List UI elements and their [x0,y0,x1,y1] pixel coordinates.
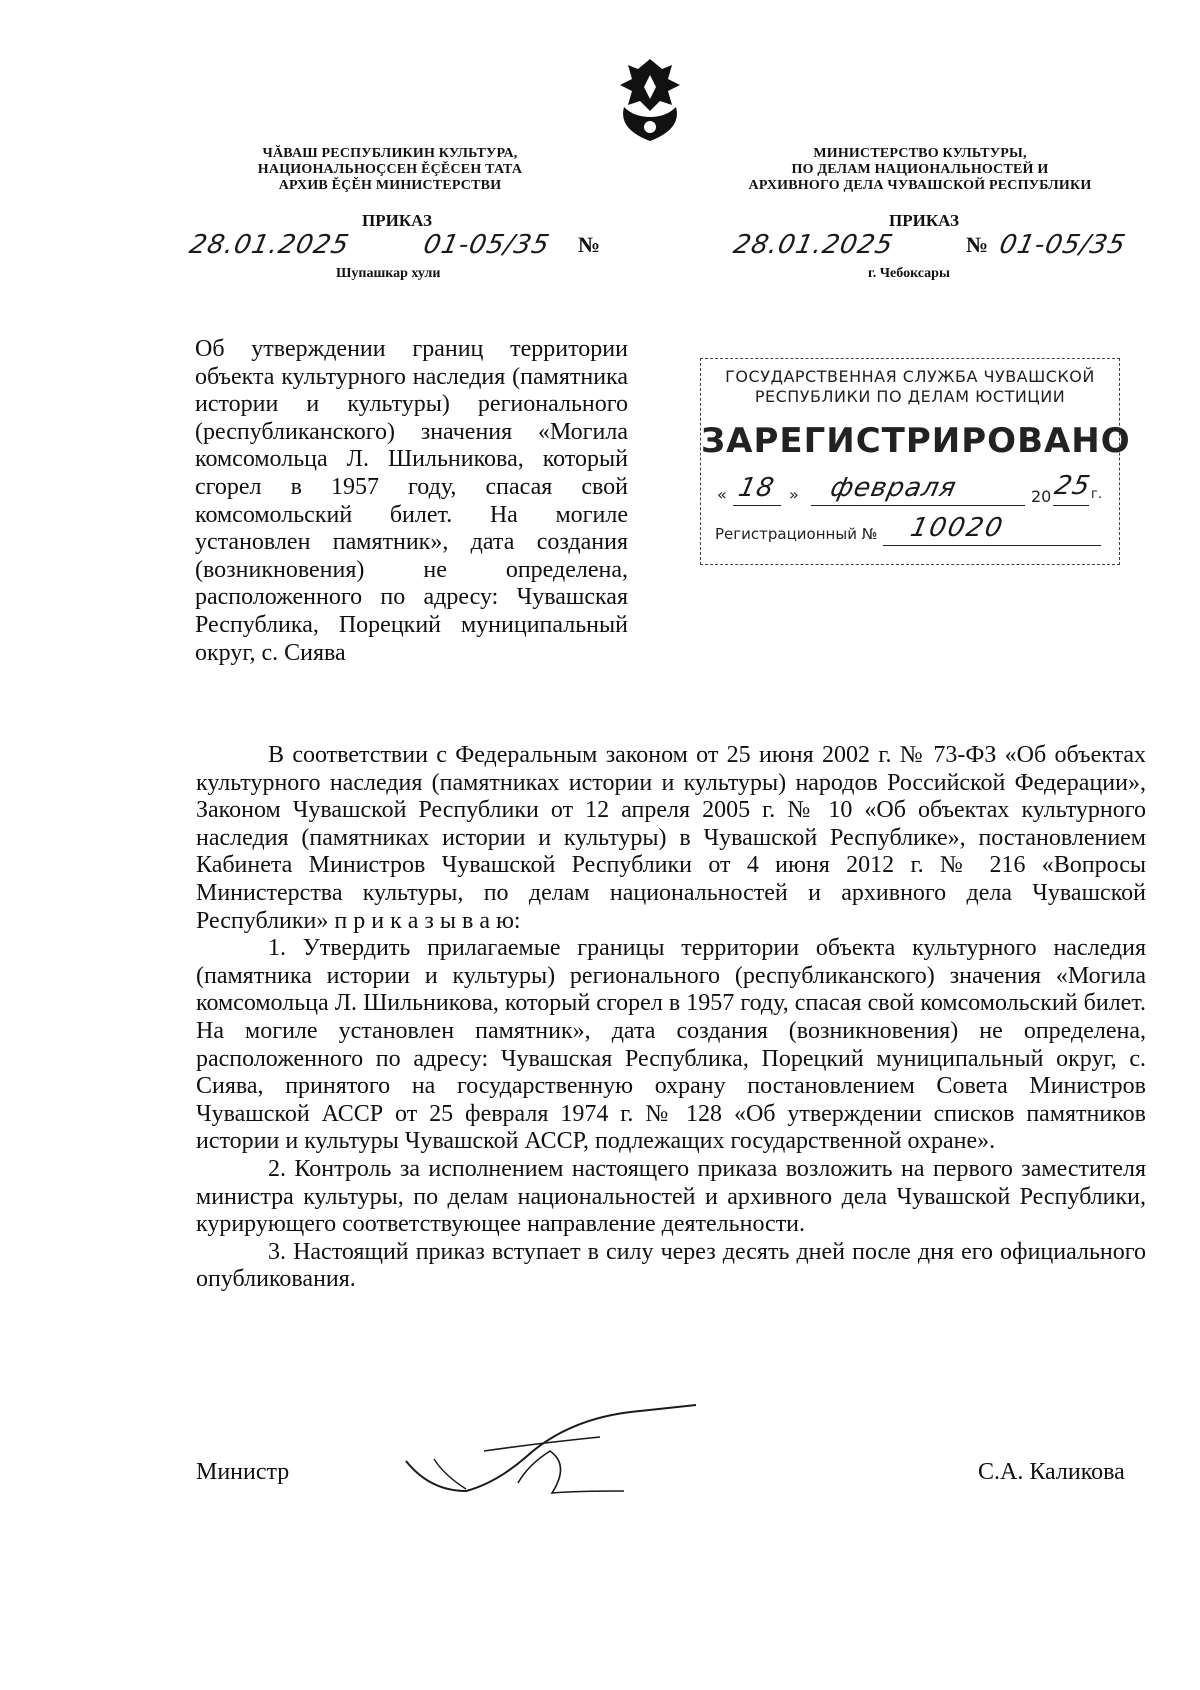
header-left-line1: ЧĂВАШ РЕСПУБЛИКИН КУЛЬТУРА, [262,146,518,161]
stamp-reg-number: 10020 [907,513,1007,543]
header-right-line1: МИНИСТЕРСТВО КУЛЬТУРЫ, [813,146,1027,161]
header-right [700,146,1140,194]
stamp-month: февраля [827,473,960,503]
stamp-year-suffix: 25 [1051,471,1094,501]
handwritten-number-left: 01-05/35 [420,230,553,260]
handwritten-signature [400,1395,700,1515]
stamp-status: ЗАРЕГИСТРИРОВАНО [701,421,1131,461]
coat-of-arms-emblem [610,55,690,145]
registration-stamp [700,358,1131,565]
document-title: Об утверждении границ территории объекта культурного наследия (памятника истории и культуры) регионального (республиканского) значения «Могила комсомольца Л. Шильникова, который сгорел в 1957 году, спасая свой комсомольский билет. На могиле установлен памятник», дата создания (возникновения) не определена, расположенного по адресу: Чувашская Республика, Порецкий муниципальный округ, с. Сиява [195,336,628,666]
stamp-line1: ГОСУДАРСТВЕННАЯ СЛУЖБА ЧУВАШСКОЙ [725,367,1095,386]
handwritten-number-right: 01-05/35 [996,230,1129,260]
document-body [196,742,1146,1294]
stamp-year-prefix: 20 [1031,487,1052,506]
stamp-quote-close: » [789,485,799,504]
body-item-1: 1. Утвердить прилагаемые границы территории объекта культурного наследия (памятника истории и культуры) регионального (республиканского) значения «Могила комсомольца Л. Шильникова, который сгорел в 1957 году, спасая свой комсомольский билет. На могиле установлен памятник», дата создания (возникновения) не определена, расположенного по адресу: Чувашская Республика, Порецкий муниципальный округ, с. Сиява, принятого на государственную охрану постановлением Совета Министров Чувашской АССР от 25 февраля 1974 г. № 128 «Об утверждении списков памятников истории и культуры Чувашской АССР, подлежащих государственной охране». [196,935,1146,1155]
place-right: г. Чебоксары [868,266,950,281]
signer-position: Министр [196,1459,290,1485]
stamp-year-abbr: г. [1091,487,1102,502]
body-item-2: 2. Контроль за исполнением настоящего приказа возложить на первого заместителя министра культуры, по делам национальностей и архивного дела Чувашской Республики, курирующего соответствующее направление деятельности. [196,1155,1146,1238]
handwritten-date-right: 28.01.2025 [730,230,897,260]
header-left-line3: АРХИВ ĚÇĚН МИНИСТЕРСТВИ [278,178,502,193]
order-label-right: ПРИКАЗ [889,211,959,230]
signer-name: С.А. Каликова [978,1459,1125,1485]
body-preamble: В соответствии с Федеральным законом от 25 июня 2002 г. № 73-ФЗ «Об объектах культурного наследия (памятниках истории и культуры) народов Российской Федерации», Законом Чувашской Республики от 12 апреля 2005 г. № 10 «Об объектах культурного наследия (памятниках истории и культуры) в Чувашской Республике», постановлением Кабинета Министров Чувашской Республики от 4 июня 2012 г. № 216 «Вопросы Министерства культуры, по делам национальностей и архивного дела Чувашской Республики» п р и к а з ы в а ю: [196,742,1146,934]
stamp-registration [715,513,1105,543]
header-right-line2: ПО ДЕЛАМ НАЦИОНАЛЬНОСТЕЙ И [791,162,1049,177]
number-sign-left: № [578,232,601,257]
stamp-date [715,471,1105,511]
handwritten-date-left: 28.01.2025 [186,230,353,260]
header-left [200,146,580,194]
stamp-line2: РЕСПУБЛИКИ ПО ДЕЛАМ ЮСТИЦИИ [754,387,1066,406]
number-sign-right: № [966,232,989,257]
stamp-day: 18 [735,473,778,503]
header-left-line2: НАЦИОНАЛЬНОÇСЕН ĚÇĚСЕН ТАТА [257,162,523,177]
header-right-line3: АРХИВНОГО ДЕЛА ЧУВАШСКОЙ РЕСПУБЛИКИ [748,178,1092,193]
stamp-reg-label: Регистрационный № [715,525,878,543]
stamp-quote-open: « [717,485,727,504]
order-label-left: ПРИКАЗ [362,211,432,230]
place-left: Шупашкар хули [336,266,441,281]
body-item-3: 3. Настоящий приказ вступает в силу через десять дней после дня его официального опубликования. [196,1238,1146,1293]
